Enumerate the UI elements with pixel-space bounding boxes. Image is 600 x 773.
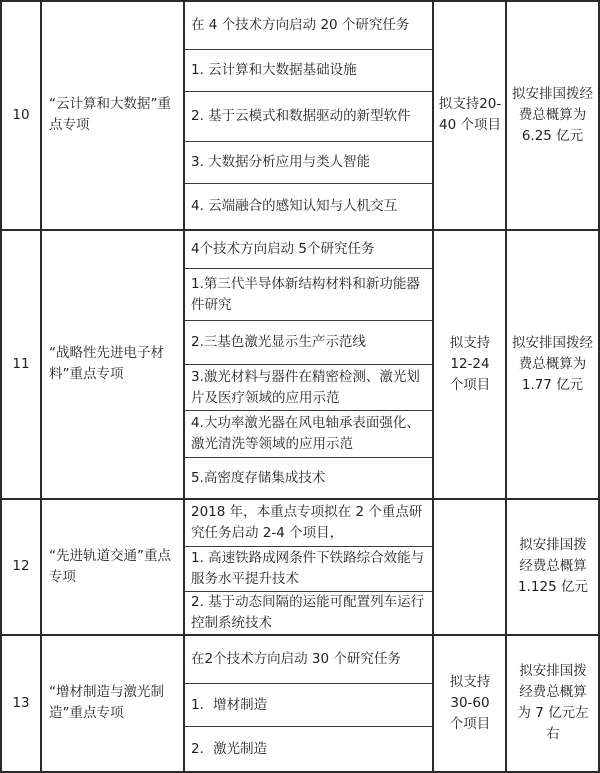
project-name-text: “增材制造与激光制造”重点专项 — [49, 684, 164, 721]
row-border-bottom — [0, 771, 600, 773]
task-header: 4个技术方向启动 5个研究任务 — [191, 241, 375, 257]
task-item: 1.第三代半导体新结构材料和新功能器件研究 — [191, 275, 420, 313]
task-item: 1. 云计算和大数据基础设施 — [191, 62, 357, 78]
project-name-text: “先进轨道交通”重点专项 — [49, 547, 171, 585]
col-border-4 — [505, 0, 507, 773]
budget: 拟安排国拨经费总概算为 1.77 亿元 — [512, 334, 593, 393]
task-item: 2.三基色激光显示生产示范线 — [191, 334, 366, 350]
task-item: 4.大功率激光器在风电轴承表面强化、激光清洗等领域的应用示范 — [191, 415, 420, 452]
support-count: 拟支持 30-60 个项目 — [449, 673, 491, 732]
task-item: 3. 大数据分析应用与类人智能 — [191, 154, 371, 170]
task-header: 在2个技术方向启动 30 个研究任务 — [191, 651, 401, 667]
project-name-text: “战略性先进电子材料”重点专项 — [49, 345, 164, 382]
project-name — [42, 635, 183, 771]
row-number: 10 — [12, 106, 30, 123]
budget: 拟安排国拨经费总概算为 7 亿元左右 — [517, 663, 589, 742]
project-name — [42, 1, 183, 229]
col-border-3 — [432, 0, 434, 773]
task-item: 2. 基于动态间隔的运能可配置列车运行控制系统技术 — [191, 594, 425, 631]
task-item: 1．增材制造 — [191, 696, 268, 713]
task-header: 在 4 个技术方向启动 20 个研究任务 — [191, 17, 410, 33]
task-item: 2. 基于云模式和数据驱动的新型软件 — [191, 108, 411, 124]
project-name-text: “云计算和大数据”重点专项 — [49, 96, 171, 133]
col-border-right — [598, 0, 600, 773]
budget: 拟安排国拨经费总概算为 6.25 亿元 — [512, 85, 593, 144]
task-header: 2018 年，本重点专项拟在 2 个重点研究任务启动 2-4 个项目， — [191, 504, 423, 541]
task-item: 1. 高速铁路成网条件下铁路综合效能与服务水平提升技术 — [191, 550, 425, 587]
task-item: 5.高密度存储集成技术 — [191, 469, 326, 486]
task-item: 2．激光制造 — [191, 740, 268, 757]
budget: 拟安排国拨经费总概算 1.125 亿元 — [518, 537, 588, 595]
row-number: 12 — [12, 558, 30, 574]
row-number: 13 — [12, 694, 30, 711]
task-item: 4. 云端融合的感知认知与人机交互 — [191, 198, 398, 214]
support-count: 拟支持 12-24 个项目 — [449, 334, 491, 393]
task-item: 3.激光材料与器件在精密检测、激光划片及医疗领域的应用示范 — [191, 368, 420, 406]
support-count — [436, 499, 504, 634]
support-count: 拟支持20-40 个项目 — [438, 96, 502, 133]
project-name — [42, 499, 183, 634]
project-name — [42, 230, 183, 498]
row-number: 11 — [12, 355, 30, 372]
